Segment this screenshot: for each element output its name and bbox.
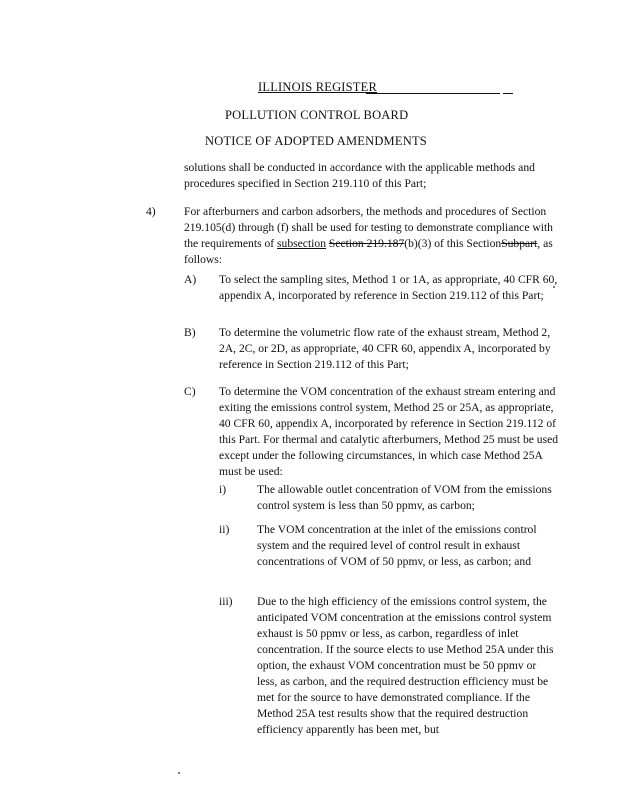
item-b-number: B): [184, 326, 196, 339]
scan-speck: [178, 772, 180, 774]
item-4-struck-2: Subpart: [501, 237, 538, 250]
item-iii-paragraph: [257, 594, 557, 738]
item-4-paragraph: [184, 204, 559, 268]
register-title: ILLINOIS REGISTER: [258, 80, 378, 94]
item-4-text-c: (b)(3) of this Section: [404, 237, 502, 250]
item-a-paragraph: [219, 272, 564, 304]
item-c-number: C): [184, 385, 196, 398]
item-ii-number: ii): [219, 523, 230, 536]
item-4-underlined: subsection: [277, 237, 326, 250]
item-a-number: A): [184, 273, 197, 286]
board-title: POLLUTION CONTROL BOARD: [225, 108, 409, 122]
item-i-number: i): [219, 483, 227, 496]
item-4-number: 4): [146, 205, 156, 218]
notice-title: NOTICE OF ADOPTED AMENDMENTS: [205, 134, 427, 148]
item-ii-paragraph: [257, 522, 557, 570]
scan-speck: [553, 286, 555, 288]
item-i-text: The allowable outlet concentration of VOM from the emissions control system is less than 50 ppmv, as carbon;: [257, 483, 552, 512]
item-ii-text: The VOM concentration at the inlet of the emissions control system and the required level of control result in exhaust concentrations of VOM of 50 ppmv, or less, as carbon; and: [257, 523, 537, 568]
item-iii-text: Due to the high efficiency of the emissions control system, the anticipated VOM concentration at the emissions control system exhaust is 50 ppmv or less, as carbon, regardless of inlet concentration. If the source elects to use Method 25A under this option, the exhaust VOM concentration must be 50 ppmv or less, as carbon, and the required destruction efficiency must be met for the source to have demonstrated compliance. If the Method 25A test results show that the required destruction efficiency apparently has been met, but: [257, 595, 554, 736]
item-iii-number: iii): [219, 595, 233, 608]
item-c-text: To determine the VOM concentration of the exhaust stream entering and exiting the emissions control system, Method 25 or 25A, as appropriate, 40 CFR 60, appendix A, incorporated by reference in Section 219.112 of this Part. For thermal and catalytic afterburners, Method 25 must be used except under the following circumstances, in which case Method 25A must be used:: [219, 385, 559, 478]
item-4-text-a: For afterburners and carbon adsorbers, the methods and procedures of Section 219.105(d) through (f) shall be used for testing to demonstrate compliance with the requirements of: [184, 205, 553, 250]
item-a-text: To select the sampling sites, Method 1 or 1A, as appropriate, 40 CFR 60, appendix A, incorporated by reference in Section 219.112 of this Part;: [219, 273, 558, 302]
item-4-struck: Section 219.187: [328, 237, 405, 250]
item-4-text-d: , as follows:: [184, 237, 553, 266]
header-rule: [366, 93, 500, 94]
header-rule-end: [503, 93, 513, 94]
item-b-text: To determine the volumetric flow rate of the exhaust stream, Method 2, 2A, 2C, or 2D, as appropriate, 40 CFR 60, appendix A, incorporated by reference in Section 219.112 of this Part;: [219, 326, 551, 371]
item-b-paragraph: [219, 325, 564, 373]
item-c-paragraph: [219, 384, 564, 480]
continuation-paragraph: [184, 160, 554, 192]
item-4-text: [184, 204, 559, 268]
continuation-text: solutions shall be conducted in accordance with the applicable methods and procedures specified in Section 219.110 of this Part;: [184, 161, 535, 190]
item-i-paragraph: [257, 482, 557, 514]
